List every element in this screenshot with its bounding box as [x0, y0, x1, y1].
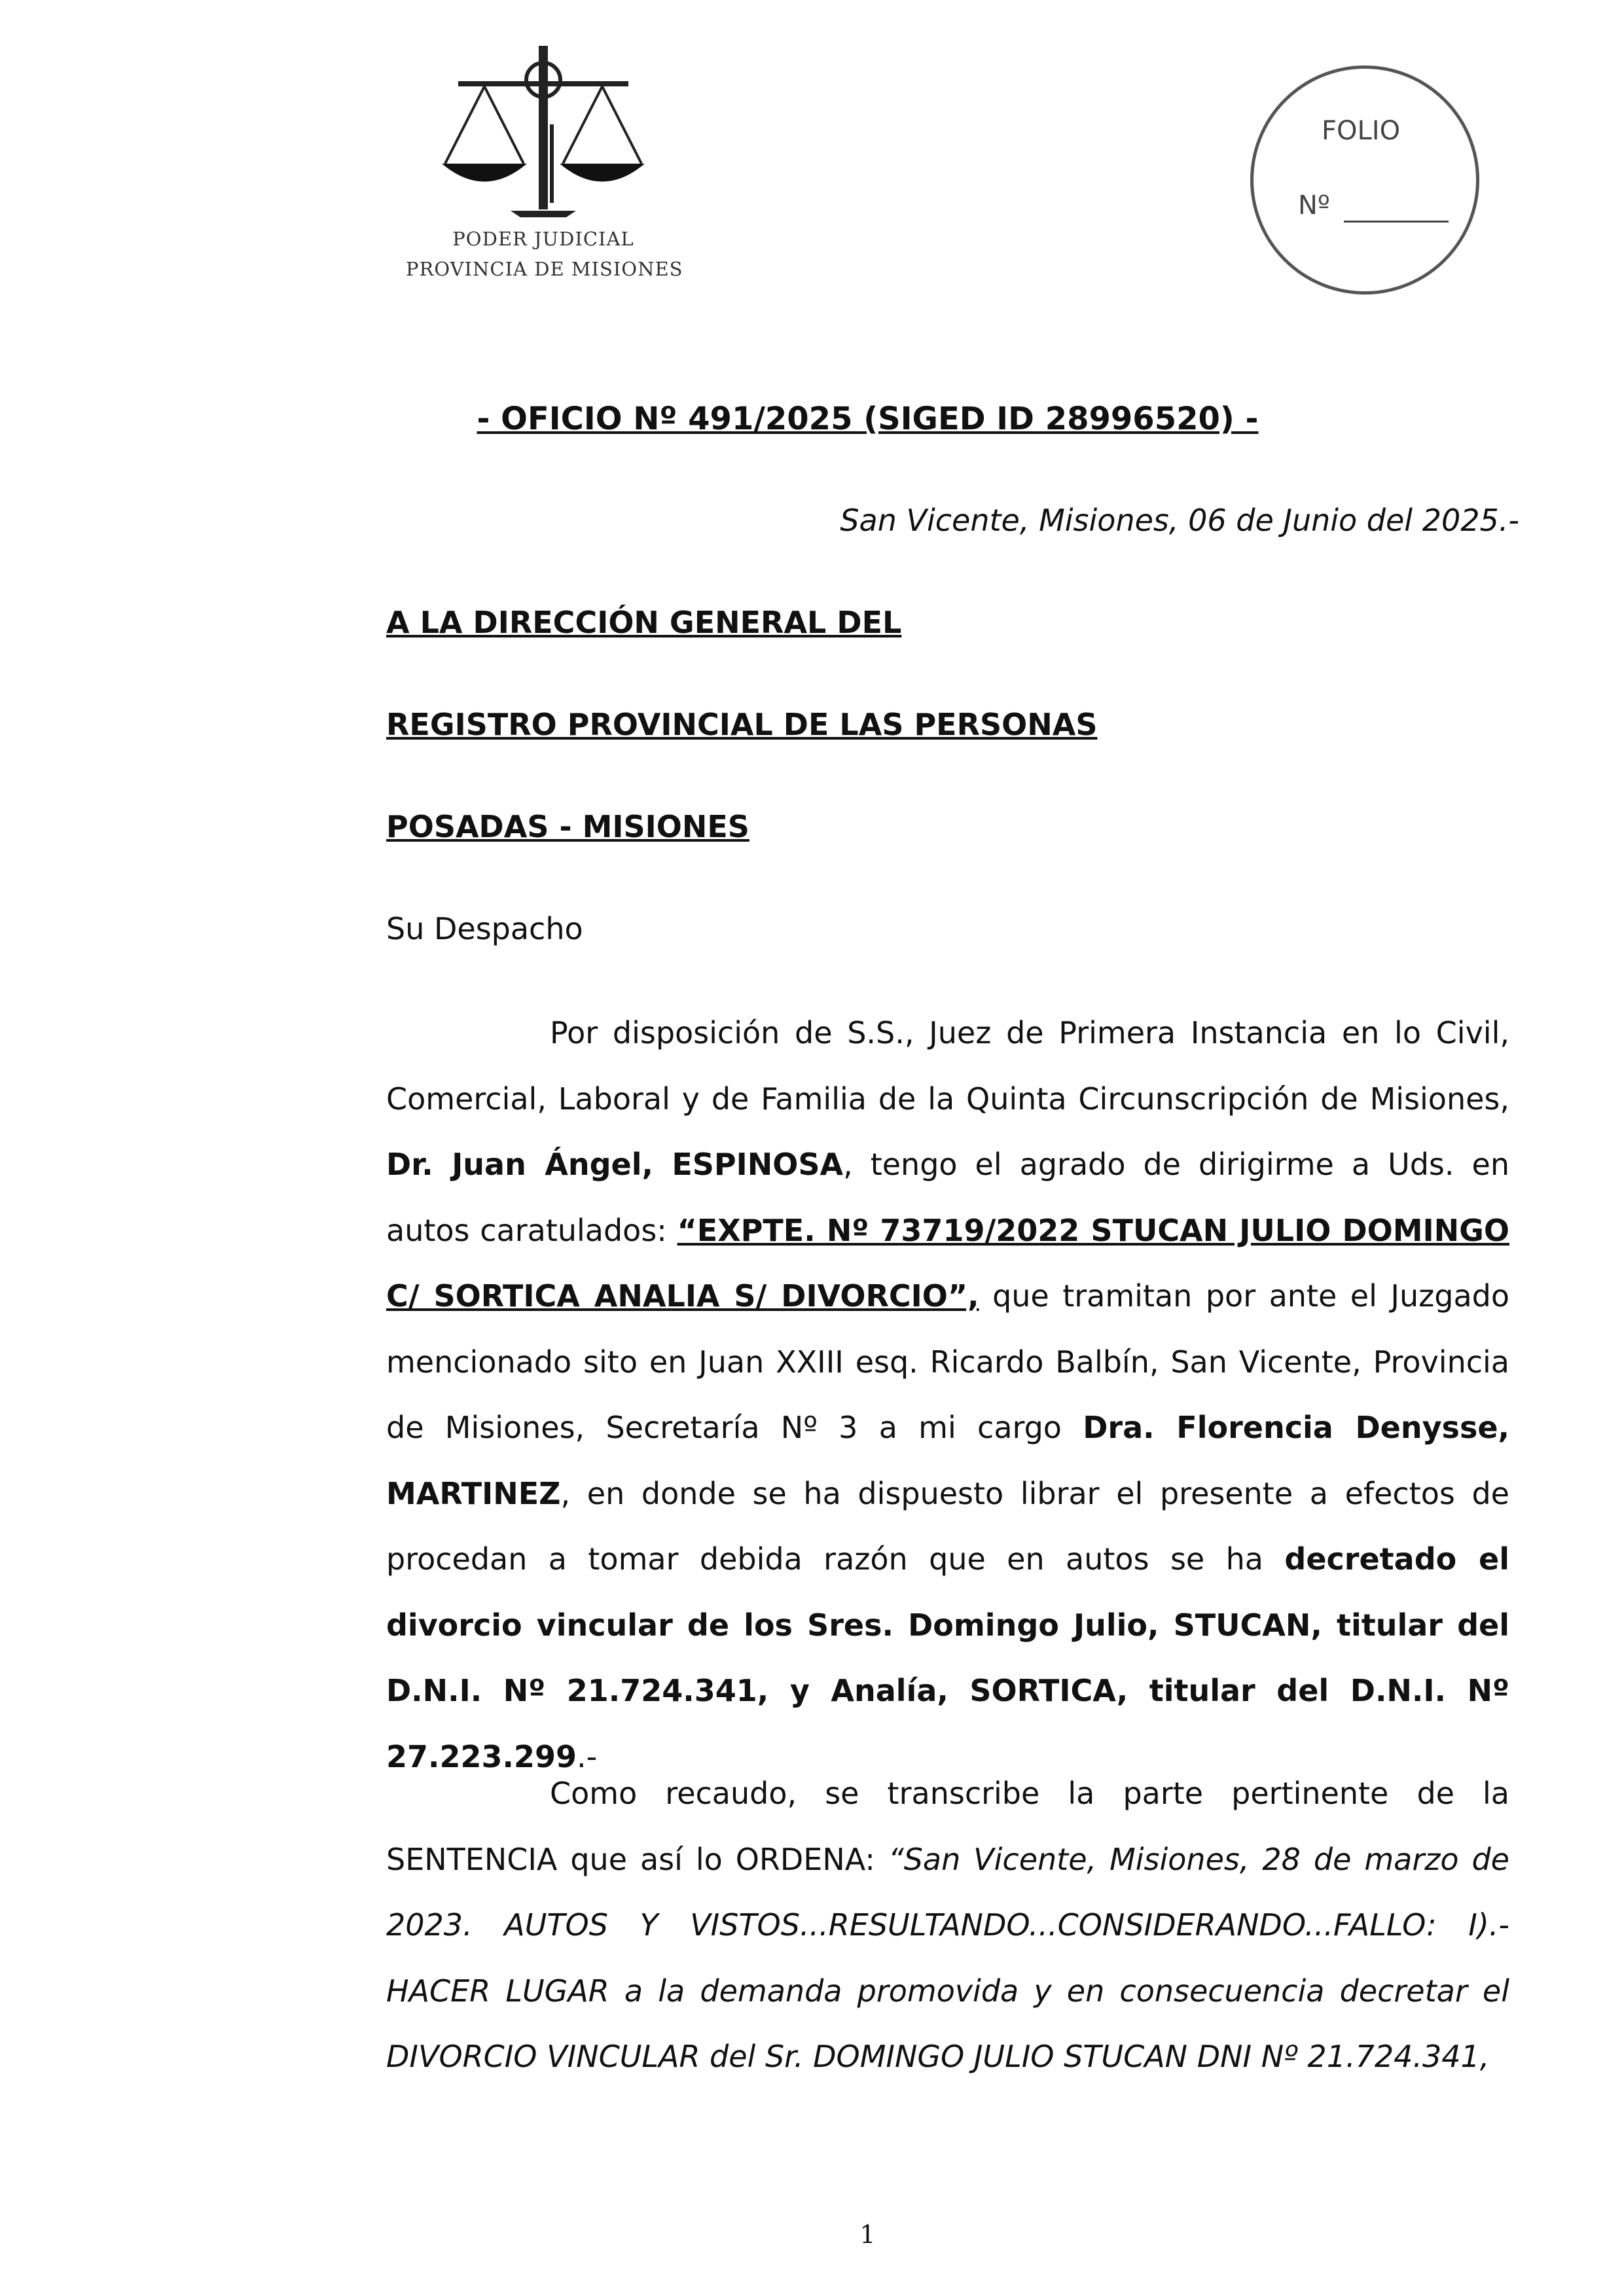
- body-paragraph-2: [386, 1761, 1509, 2090]
- folio-label: FOLIO: [1322, 116, 1401, 146]
- addressee-line-3: POSADAS - MISIONES: [386, 809, 749, 844]
- folio-number-line: [1344, 221, 1449, 223]
- paragraph-text: , tengo el agrado de dirigirme a Uds. en autos caratulados:: [386, 1147, 1509, 1248]
- paragraph-text: Por disposición de S.S., Juez de Primera Instancia en lo Civil, Comercial, Laboral y de Familia de la Quinta Circunscripción de Misiones,: [386, 1015, 1509, 1117]
- folio-number-label: Nº: [1298, 190, 1330, 221]
- date-line: San Vicente, Misiones, 06 de Junio del 2025.-: [840, 503, 1519, 538]
- sentence-quote: “San Vicente, Misiones, 28 de marzo de 2023. AUTOS Y VISTOS...RESULTANDO...CONSIDERANDO...FALLO: I).- HACER LUGAR a la demanda promovida y en consecuencia decretar el DIVORCIO VINCULAR del Sr. DOMINGO JULIO STUCAN DNI Nº 21.724.341,: [386, 1841, 1509, 2074]
- divorce-decree: decretado el divorcio vincular de los Sres. Domingo Julio, STUCAN, titular del D.N.I. Nº 21.724.341, y Analía, SORTICA, titular del D.N.I. Nº 27.223.299: [386, 1541, 1509, 1774]
- judge-name: Dr. Juan Ángel, ESPINOSA: [386, 1147, 844, 1182]
- paragraph-text: que tramitan por ante el Juzgado mencionado sito en Juan XXIII esq. Ricardo Balbín, San Vicente, Provincia de Misiones, Secretaría Nº 3 a mi cargo: [386, 1278, 1509, 1445]
- body-paragraph-1: [386, 1000, 1509, 1789]
- greeting: Su Despacho: [386, 911, 583, 946]
- scales-of-justice-icon: [432, 39, 655, 223]
- letterhead-logo: [406, 39, 681, 288]
- folio-stamp: [1250, 65, 1479, 295]
- document-title: - OFICIO Nº 491/2025 (SIGED ID 28996520) -: [477, 401, 1259, 437]
- paragraph-text: Como recaudo, se transcribe la parte pertinente de la SENTENCIA que así lo ORDENA:: [386, 1776, 1509, 1877]
- page-number: 1: [859, 2220, 876, 2249]
- addressee-line-2: REGISTRO PROVINCIAL DE LAS PERSONAS: [386, 707, 1098, 742]
- paragraph-text: .-: [577, 1738, 598, 1774]
- paragraph-text: , en donde se ha dispuesto librar el presente a efectos de procedan a tomar debida razón que en autos se ha: [386, 1475, 1509, 1577]
- secretary-name: Dra. Florencia Denysse, MARTINEZ: [386, 1410, 1509, 1511]
- case-title: “EXPTE. Nº 73719/2022 STUCAN JULIO DOMINGO C/ SORTICA ANALIA S/ DIVORCIO”,: [386, 1212, 1509, 1314]
- institution-name: PODER JUDICIAL: [452, 228, 634, 250]
- institution-province: PROVINCIA DE MISIONES: [406, 258, 683, 280]
- addressee-line-1: A LA DIRECCIÓN GENERAL DEL: [386, 605, 902, 640]
